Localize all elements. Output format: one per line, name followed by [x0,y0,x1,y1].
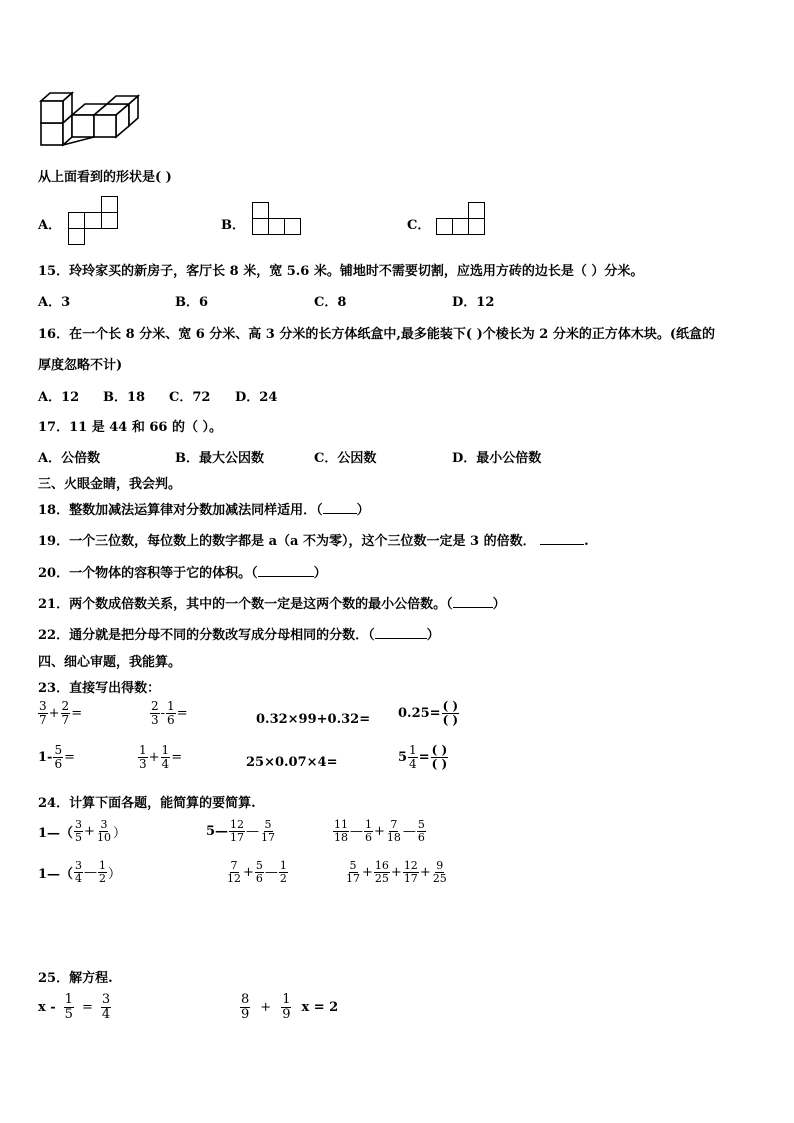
q16-line1: 16．在一个长 8 分米、宽 6 分米、高 3 分米的长方体纸盒中,最多能装下( )个棱长为 2 分米的正方体木块。(纸盒的 [38,327,715,342]
q23-expr-5: 1- $\frac{5}{6}$ = [38,743,75,771]
q22 [38,624,440,643]
q25-equation-2: $\frac{8}{9}$ + $\frac{1}{9}$ x = 2 [241,992,339,1022]
q15-option-d: D．12 [452,295,495,310]
fraction: $\frac{1}{6}$ [365,818,372,844]
fraction: $\frac{3}{4}$ [101,992,111,1022]
option-c-shape [436,202,486,236]
fraction: $\frac{1}{3}$ [139,743,147,771]
q20-text: 20．一个物体的容积等于它的体积。（ [38,566,258,581]
fraction: $\frac{3}{7}$ [39,699,47,727]
q22-end: ） [426,628,440,643]
q24-expr-2c: $\frac{5}{17}$ + $\frac{16}{25}$ + $\frac{12}{17}$ + $\frac{9}{25}$ [346,859,447,885]
q20 [38,562,327,581]
q16-option-c: C．72 [169,390,211,405]
fraction: $\frac{1}{5}$ [64,992,73,1022]
cube-figure [38,90,142,150]
q18-text: 18．整数加减法运算律对分数加减法同样适用．（ [38,503,323,518]
fraction: $\frac{1}{4}$ [161,743,170,771]
q15-option-a: A．3 [38,295,71,310]
q23-expr-1: $\frac{3}{7}$ + $\frac{2}{7}$ = [39,699,83,727]
fraction: $\frac{5}{17}$ [346,859,360,885]
q17-option-a: A．公倍数 [38,451,101,466]
fraction: $\frac{3}{5}$ [75,818,83,844]
q16-line2: 厚度忽略不计) [38,358,123,373]
fraction: $\frac{7}{18}$ [386,818,401,844]
fraction: $\frac{9}{25}$ [432,859,447,885]
q23-expr-8: 5 $\frac{1}{4}$ = $\frac{( )}{( )}$ [398,743,448,771]
q24-expr-2b: $\frac{7}{12}$ + $\frac{5}{6}$ — $\frac{1}{2}$ [227,859,287,885]
q19 [38,530,589,549]
fraction: $\frac{5}{17}$ [261,818,276,844]
fraction: $\frac{12}{17}$ [403,859,418,885]
option-a-label: A． [38,218,62,233]
q19-text: 19．一个三位数，每位数上的数字都是 a（a 不为零），这个三位数一定是 3 的倍数． [38,534,536,549]
fraction: $\frac{1}{9}$ [282,992,291,1022]
q19-end: . [584,534,589,549]
q23-expr-2: $\frac{2}{3}$ - $\frac{1}{6}$ = [151,699,188,727]
q24-expr-1a: 1—（ $\frac{3}{5}$ + $\frac{3}{10}$ ） [38,818,126,844]
fraction: $\frac{3}{4}$ [75,859,83,885]
q25-equation-1: x - $\frac{1}{5}$ = $\frac{3}{4}$ [38,992,111,1022]
fraction: $\frac{12}{17}$ [230,818,245,844]
answer-fraction[interactable]: $\frac{( )}{( )}$ [442,699,459,727]
fraction: $\frac{2}{7}$ [61,699,70,727]
q21-end: ） [492,597,506,612]
option-b-shape [252,202,302,236]
section4-heading: 四、细心审题，我能算。 [38,655,182,670]
q21 [38,593,506,612]
q24-expr-2a: 1—（ $\frac{3}{4}$ — $\frac{1}{2}$ ） [38,859,122,885]
q23-expr-3: 0.32×99+0.32= [256,712,371,727]
fraction: $\frac{5}{6}$ [54,743,63,771]
q17-option-c: C．公因数 [314,451,377,466]
option-a-shape [68,196,120,246]
fraction: $\frac{3}{10}$ [96,818,111,844]
fraction: $\frac{1}{2}$ [279,859,287,885]
q15-text: 15．玲玲家买的新房子，客厅长 8 米，宽 5.6 米。铺地时不需要切割，应选用方砖的边长是（ ）分米。 [38,264,644,279]
option-c-label: C． [407,218,431,233]
q17-option-b: B．最大公因数 [175,451,264,466]
q22-blank[interactable] [375,638,427,639]
q24-expr-1c: $\frac{11}{18}$ — $\frac{1}{6}$ + $\frac{7}{18}$ — $\frac{5}{6}$ [334,818,425,844]
fraction: $\frac{1}{4}$ [409,743,417,771]
q16-option-d: D．24 [235,390,278,405]
q24-expr-1b: 5— $\frac{12}{17}$ — $\frac{5}{17}$ [206,818,276,844]
q23-expr-7: 25×0.07×4= [246,755,338,770]
fraction: $\frac{16}{25}$ [374,859,389,885]
q22-text: 22．通分就是把分母不同的分数改写成分母相同的分数．（ [38,628,375,643]
q16-option-a: A．12 [38,390,80,405]
q25-text: 25．解方程. [38,971,113,986]
fraction: $\frac{5}{6}$ [255,859,263,885]
fraction: $\frac{8}{9}$ [241,992,250,1022]
q18-blank[interactable] [323,513,357,514]
q24-text: 24．计算下面各题，能简算的要简算. [38,796,256,811]
fraction: $\frac{2}{3}$ [151,699,159,727]
q21-text: 21．两个数成倍数关系，其中的一个数一定是这两个数的最小公倍数。（ [38,597,453,612]
answer-fraction[interactable]: $\frac{( )}{( )}$ [431,743,448,771]
q21-blank[interactable] [453,607,493,608]
q16-option-b: B．18 [103,390,146,405]
fraction: $\frac{5}{6}$ [417,818,425,844]
fraction: $\frac{11}{18}$ [334,818,348,844]
q23-text: 23．直接写出得数： [38,681,161,696]
q18 [38,499,370,518]
fraction: $\frac{7}{12}$ [227,859,241,885]
option-b-label: B． [221,218,245,233]
q17-text: 17．11 是 44 和 66 的（ ）。 [38,420,223,435]
q19-blank[interactable] [540,544,584,545]
q20-blank[interactable] [258,576,314,577]
q17-option-d: D．最小公倍数 [452,451,542,466]
section3-heading: 三、火眼金睛，我会判。 [38,477,182,492]
q20-end: ） [313,566,327,581]
q18-end: ） [356,503,370,518]
fraction: $\frac{1}{6}$ [167,699,175,727]
q23-expr-4: 0.25= $\frac{( )}{( )}$ [398,699,459,727]
q15-option-c: C．8 [314,295,347,310]
top-question: 从上面看到的形状是( ) [38,170,172,185]
fraction: $\frac{1}{2}$ [99,859,107,885]
q23-expr-6: $\frac{1}{3}$ + $\frac{1}{4}$ = [139,743,183,771]
q15-option-b: B．6 [175,295,209,310]
